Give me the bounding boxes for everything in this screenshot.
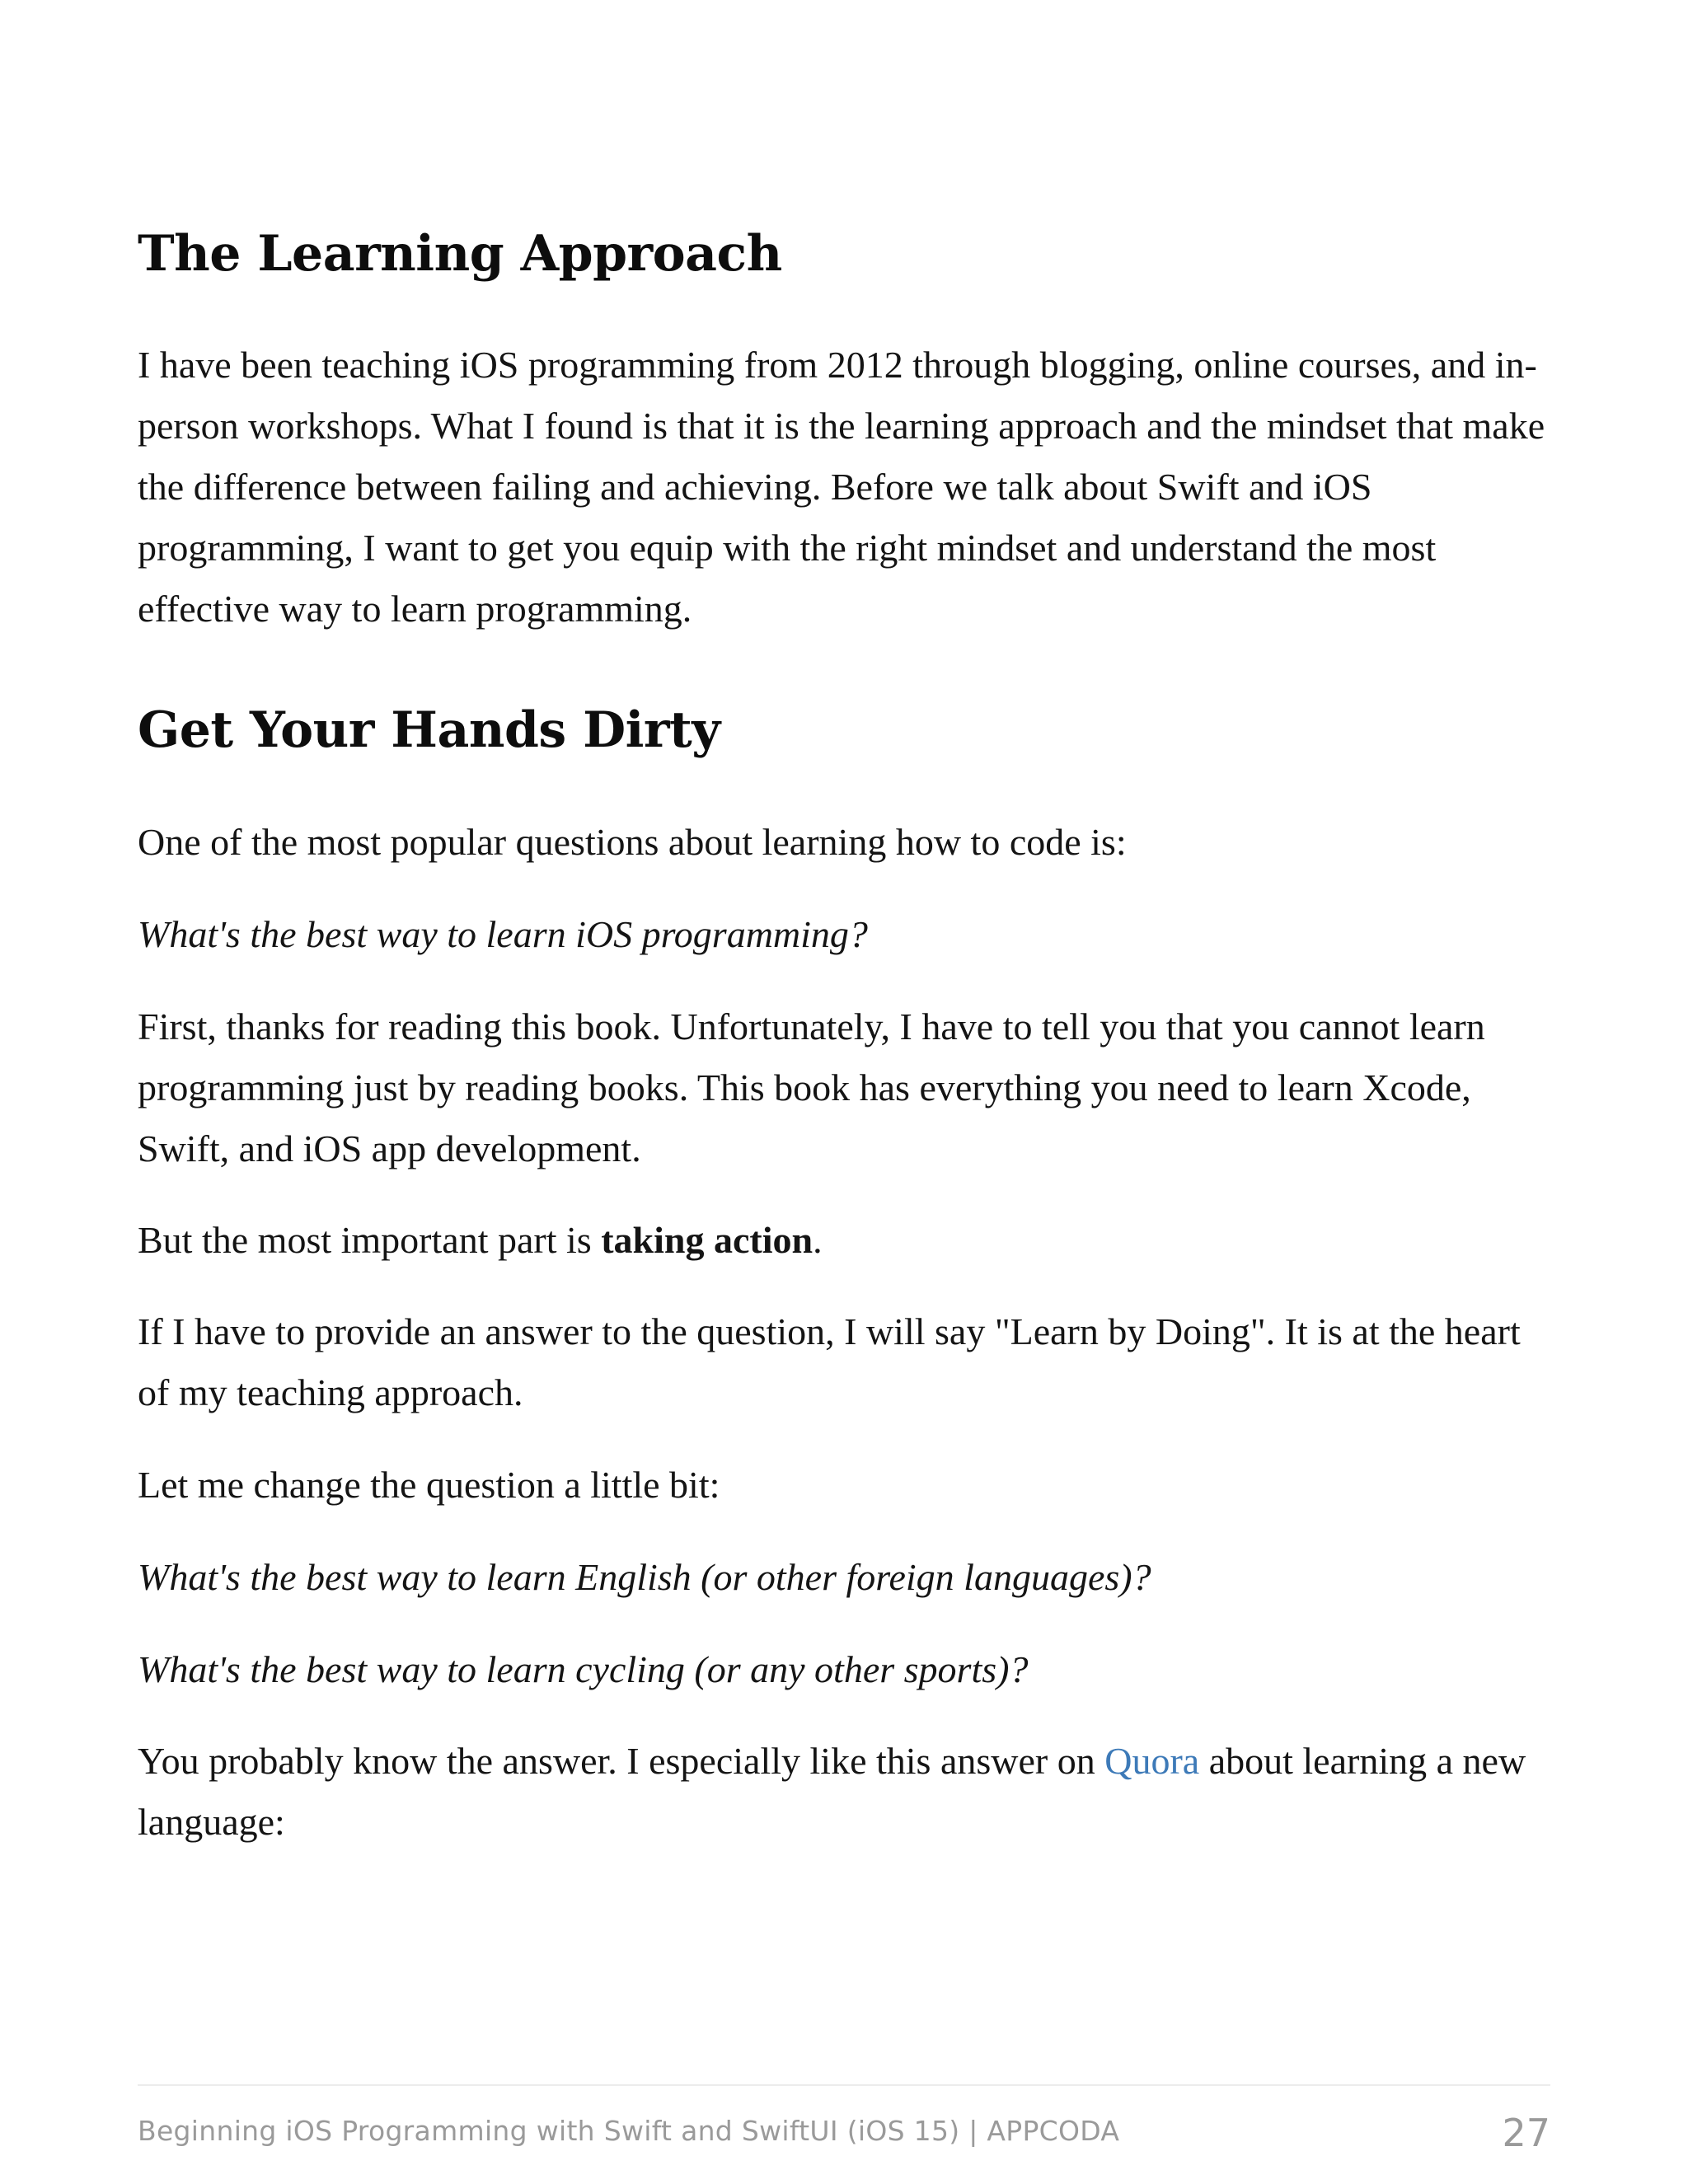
paragraph-reading-books: First, thanks for reading this book. Unfortunately, I have to tell you that you cannot learn programming just by reading books. This book has everything you need to learn Xcode, Swift, and iOS app development.	[138, 1005, 1485, 1169]
text-segment: You probably know the answer. I especially like this answer on	[138, 1740, 1105, 1782]
italic-question-cycling: What's the best way to learn cycling (or any other sports)?	[138, 1648, 1029, 1690]
paragraph-quora-answer	[138, 1731, 1550, 1853]
footer-divider	[138, 2084, 1550, 2086]
footer-book-title: Beginning iOS Programming with Swift and SwiftUI (iOS 15) | APPCODA	[138, 2115, 1120, 2147]
bold-taking-action: taking action	[601, 1219, 814, 1261]
paragraph-change-question: Let me change the question a little bit:	[138, 1464, 720, 1506]
text-segment: about learning a new language:	[138, 1740, 1526, 1843]
paragraph-taking-action	[138, 1210, 823, 1271]
footer-page-number: 27	[1502, 2111, 1550, 2155]
italic-question-english: What's the best way to learn English (or other foreign languages)?	[138, 1556, 1151, 1598]
heading-hands-dirty: Get Your Hands Dirty	[138, 701, 720, 759]
italic-question-ios: What's the best way to learn iOS programming?	[138, 913, 868, 955]
text-segment: But the most important part is	[138, 1219, 602, 1261]
quora-link[interactable]: Quora	[1104, 1740, 1200, 1782]
paragraph-popular-question: One of the most popular questions about learning how to code is:	[138, 821, 1127, 863]
paragraph-learning-approach: I have been teaching iOS programming from 2012 through blogging, online courses, and in-person workshops. What I found is that it is the learning approach and the mindset that make the difference between failing and achieving. Before we talk about Swift and iOS programming, I want to get you equip with the right mindset and understand the most effective way to learn programming.	[138, 344, 1545, 630]
text-segment: .	[813, 1219, 823, 1261]
paragraph-learn-by-doing: If I have to provide an answer to the question, I will say "Learn by Doing". It is at the heart of my teaching approach.	[138, 1310, 1521, 1413]
heading-learning-approach: The Learning Approach	[138, 225, 782, 283]
